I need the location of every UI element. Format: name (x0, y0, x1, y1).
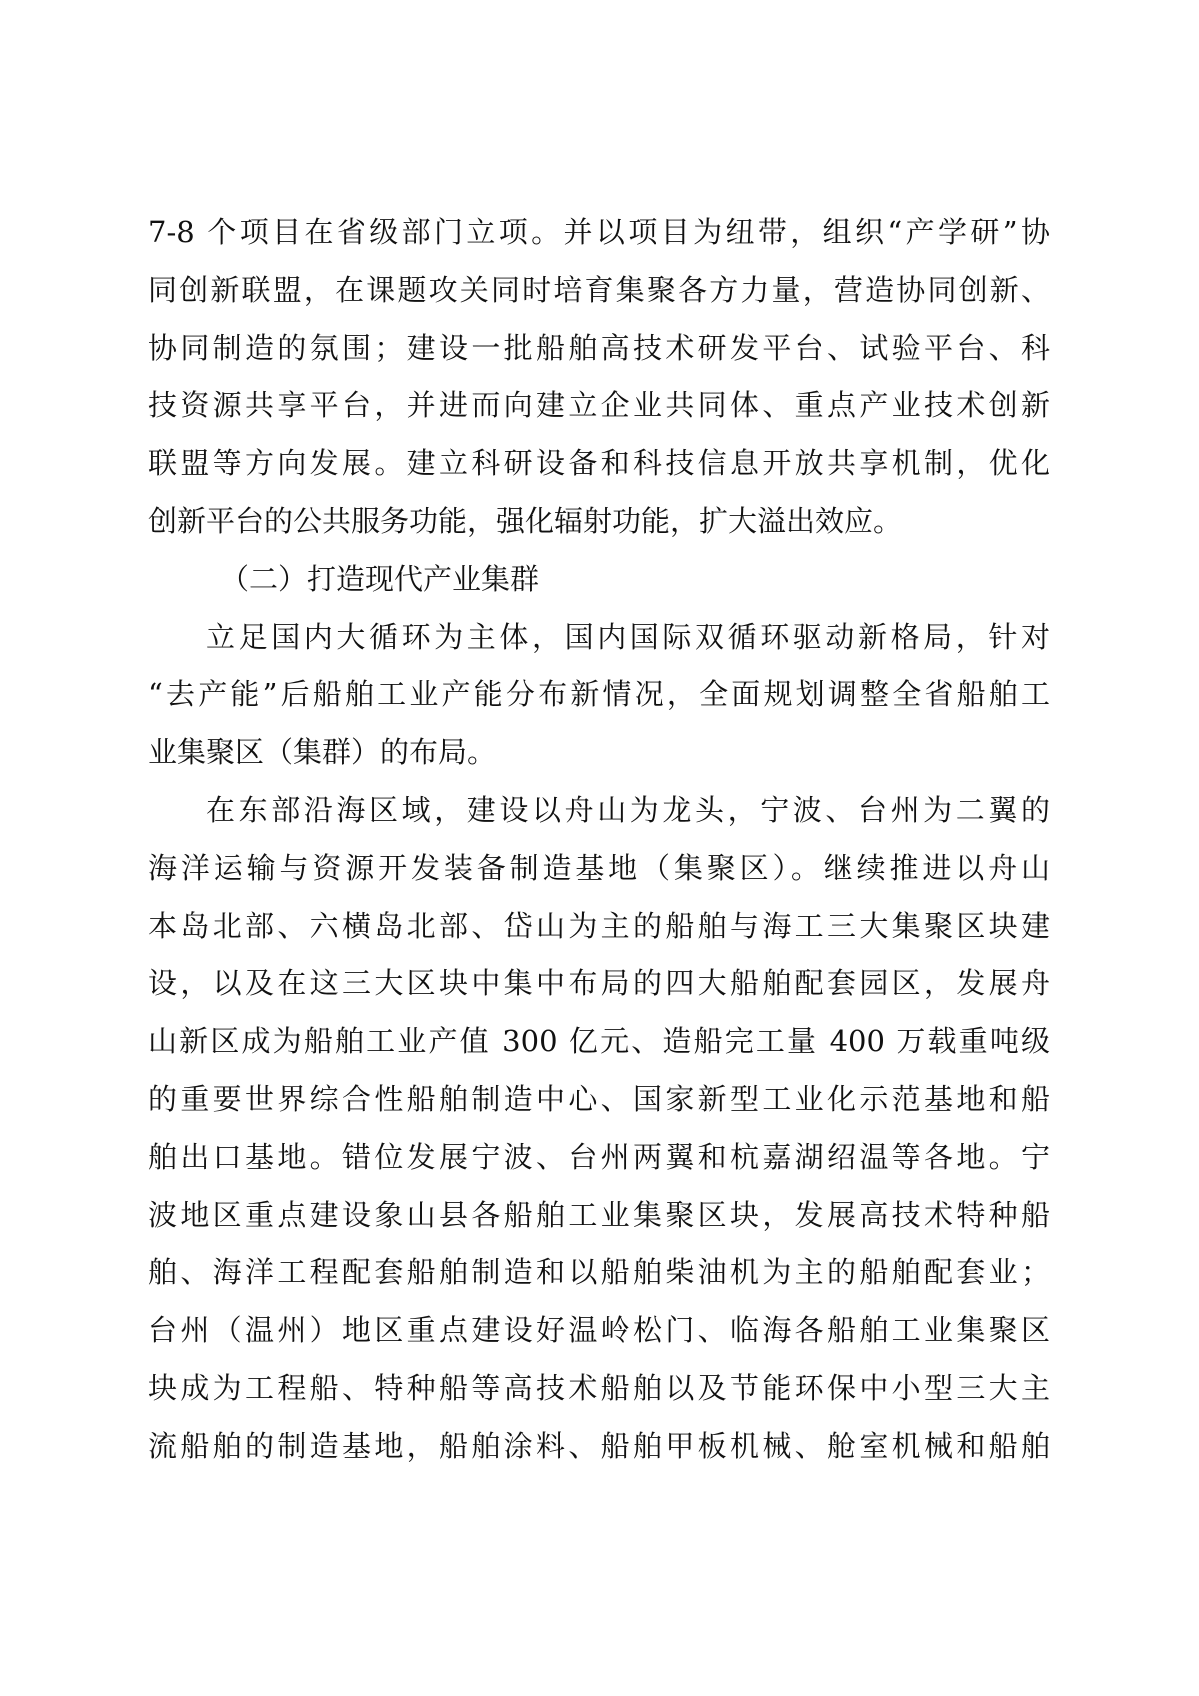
text-line: 海洋运输与资源开发装备制造基地（集聚区）。继续推进以舟山 (148, 850, 1050, 885)
paragraph-domestic-circulation (148, 609, 1050, 782)
text-line: 技资源共享平台，并进而向建立企业共同体、重点产业技术创新 (148, 388, 1050, 423)
text-line: 在东部沿海区域，建设以舟山为龙头，宁波、台州为二翼的 (206, 792, 1050, 827)
text-line: “去产能”后船舶工业产能分布新情况，全面规划调整全省船舶工 (148, 677, 1050, 712)
text-line: 舶、海洋工程配套船舶制造和以船舶柴油机为主的船舶配套业； (148, 1255, 1050, 1290)
text-line: 7-8 个项目在省级部门立项。并以项目为纽带，组织“产学研”协 (148, 215, 1050, 249)
text-line: 协同制造的氛围；建设一批船舶高技术研发平台、试验平台、科 (148, 330, 1050, 365)
text-line: 创新平台的公共服务功能，强化辐射功能，扩大溢出效应。 (148, 503, 903, 538)
text-line: 同创新联盟，在课题攻关同时培育集聚各方力量，营造协同创新、 (148, 272, 1050, 307)
body-text (148, 204, 1050, 1476)
text-line: 舶出口基地。错位发展宁波、台州两翼和杭嘉湖绍温等各地。宁 (148, 1139, 1050, 1174)
text-line: 波地区重点建设象山县各船舶工业集聚区块，发展高技术特种船 (148, 1197, 1050, 1232)
text-line: 联盟等方向发展。建立科研设备和科技信息开放共享机制，优化 (148, 446, 1050, 481)
text-line: 设，以及在这三大区块中集中布局的四大船舶配套园区，发展舟 (148, 966, 1050, 1001)
text-line: 台州（温州）地区重点建设好温岭松门、临海各船舶工业集聚区 (148, 1313, 1050, 1348)
text-line: 本岛北部、六横岛北部、岱山为主的船舶与海工三大集聚区块建 (148, 908, 1050, 943)
text-line: 流船舶的制造基地，船舶涂料、船舶甲板机械、舱室机械和船舶 (148, 1428, 1050, 1463)
text-line: 的重要世界综合性船舶制造中心、国家新型工业化示范基地和船 (148, 1081, 1050, 1116)
text-line: 业集聚区（集群）的布局。 (148, 735, 497, 770)
paragraph-eastern-coastal-region (148, 782, 1050, 1476)
paragraph-innovation-platforms (148, 204, 1050, 551)
text-line: 块成为工程船、特种船等高技术船舶以及节能环保中小型三大主 (148, 1370, 1050, 1405)
section-heading: （二）打造现代产业集群 (220, 561, 540, 596)
text-line: 立足国内大循环为主体，国内国际双循环驱动新格局，针对 (206, 619, 1050, 654)
text-line: 山新区成为船舶工业产值 300 亿元、造船完工量 400 万载重吨级 (148, 1024, 1050, 1059)
